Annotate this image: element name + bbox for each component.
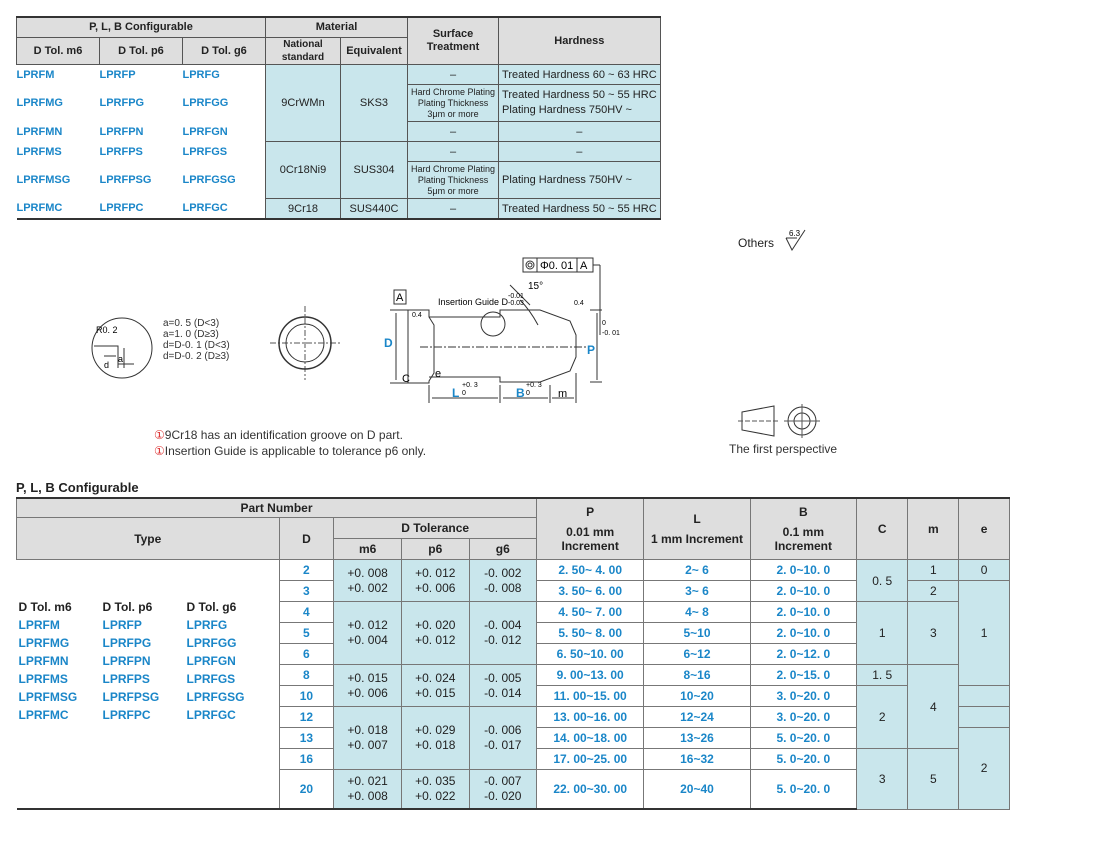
material-header: Material (266, 17, 408, 38)
d-value: 13 (279, 728, 334, 749)
national-standard-header: National standard (266, 38, 341, 65)
datum-ref: A (580, 260, 588, 272)
hardness: Treated Hardness 50 ~ 55 HRC Plating Hardness 750HV ~ (499, 85, 661, 122)
part-code: LPRFM (16, 68, 55, 81)
part-code: LPRFMC (17, 199, 100, 220)
b-range: 2. 0~12. 0 (750, 644, 856, 665)
d-value: 2 (279, 560, 334, 581)
l-range: 8~16 (644, 665, 750, 686)
dim-e-label: e (435, 368, 442, 380)
tol-p6: +0. 029 +0. 018 (401, 707, 469, 770)
part-code: LPRFGN (182, 125, 228, 138)
part-code: LPRFMS (16, 145, 62, 158)
l-range: 10~20 (644, 686, 750, 707)
m-value: 3 (908, 602, 959, 665)
p-range: 14. 00~18. 00 (537, 728, 644, 749)
b-tol-upper: +0. 3 (526, 382, 542, 389)
part-number-header: Part Number (17, 498, 537, 518)
b-range: 5. 0~20. 0 (750, 770, 856, 810)
pin-side-view-drawing (380, 255, 620, 410)
others-label: Others (738, 236, 775, 250)
roughness-small-1: 0.4 (412, 312, 422, 319)
drawing-notes (154, 427, 426, 459)
tol-header-g6: D Tol. g6 (183, 38, 266, 65)
l-range: 13~26 (644, 728, 750, 749)
surface-treatment: Hard Chrome Plating Plating Thickness 3μm or more (408, 85, 499, 122)
l-header: L 1 mm Increment (644, 498, 750, 560)
b-range: 5. 0~20. 0 (750, 749, 856, 770)
c-value: 1 (857, 602, 908, 665)
part-code: LPRFPSG (99, 174, 152, 186)
tol-header-p6: D Tol. p6 (100, 38, 183, 65)
b-header: B 0.1 mm Increment (750, 498, 856, 560)
tol-m6: +0. 012 +0. 004 (334, 602, 402, 665)
d-header: D (279, 518, 334, 560)
d-value: 4 (279, 602, 334, 623)
p-tol-upper: 0 (602, 320, 606, 327)
c-value: 3 (857, 749, 908, 810)
b-range: 2. 0~10. 0 (750, 581, 856, 602)
d-value: 16 (279, 749, 334, 770)
e-value: 1 (959, 581, 1010, 686)
surface-treatment: Hard Chrome Plating Plating Thickness 5μm or more (408, 162, 499, 199)
a-notes: a=0. 5 (D<3) a=1. 0 (D≥3) d=D-0. 1 (D<3) d=D-0. 2 (D≥3) (163, 318, 230, 362)
insertion-guide-lower: -0.03 (508, 300, 524, 307)
l-range: 12~24 (644, 707, 750, 728)
insertion-guide-upper: -0.01 (508, 293, 524, 300)
material-national: 9Cr18 (266, 199, 341, 220)
part-code: LPRFGG (182, 97, 229, 109)
equivalent-header: Equivalent (341, 38, 408, 65)
surface-treatment: – (408, 65, 499, 85)
l-range: 6~12 (644, 644, 750, 665)
surface-header: Surface Treatment (408, 17, 499, 65)
e-value: 0 (959, 560, 1010, 581)
c-header: C (857, 498, 908, 560)
tol-m6-header: m6 (334, 539, 402, 560)
part-code: LPRFMSG (16, 174, 71, 186)
a-label: a (118, 354, 124, 364)
d-value: 6 (279, 644, 334, 665)
m-value: 2 (908, 581, 959, 602)
tol-g6: -0. 004 -0. 012 (469, 602, 536, 665)
radius-label: R0. 2 (96, 325, 118, 335)
material-equivalent: SUS304 (341, 142, 408, 199)
tol-m6: +0. 008 +0. 002 (334, 560, 402, 602)
hardness: Plating Hardness 750HV ~ (499, 162, 661, 199)
dim-l-label: L (452, 386, 460, 400)
tol-m6: +0. 018 +0. 007 (334, 707, 402, 770)
dimension-table (16, 497, 1010, 810)
p-range: 3. 50~ 6. 00 (537, 581, 644, 602)
part-code: LPRFPN (99, 125, 144, 138)
part-code: LPRFGC (183, 199, 266, 220)
p-range: 11. 00~15. 00 (537, 686, 644, 707)
e-value-cont (959, 707, 1010, 728)
concentricity-value: Φ0. 01 (540, 260, 574, 272)
spec-row (17, 199, 661, 220)
l-range: 20~40 (644, 770, 750, 810)
surface-treatment: – (408, 199, 499, 220)
tol-m6: +0. 021 +0. 008 (334, 770, 402, 810)
note-item: ①Insertion Guide is applicable to tolerance p6 only. (154, 444, 427, 458)
tol-g6: -0. 007 -0. 020 (469, 770, 536, 810)
part-code: LPRFGS (182, 145, 228, 158)
p-range: 2. 50~ 4. 00 (537, 560, 644, 581)
material-national: 0Cr18Ni9 (266, 142, 341, 199)
datum-label: A (396, 292, 404, 304)
b-range: 3. 0~20. 0 (750, 686, 856, 707)
spec-group-header: P, L, B Configurable (17, 17, 266, 38)
l-range: 3~ 6 (644, 581, 750, 602)
surface-treatment: – (408, 122, 499, 142)
m-header: m (908, 498, 959, 560)
part-code: LPRFPG (99, 97, 145, 109)
end-view-drawing (270, 306, 340, 380)
tol-header-m6: D Tol. m6 (17, 38, 100, 65)
type-cell (17, 560, 280, 810)
part-code: LPRFGSG (182, 174, 236, 186)
l-tol-upper: +0. 3 (462, 382, 478, 389)
c-value: 0. 5 (857, 560, 908, 602)
p-range: 22. 00~30. 00 (537, 770, 644, 810)
spec-row (17, 65, 661, 85)
part-code: LPRFPC (100, 199, 183, 220)
first-angle-projection-icon (738, 404, 828, 440)
e-value-cont (959, 686, 1010, 707)
b-range: 2. 0~10. 0 (750, 602, 856, 623)
roughness-symbol-icon (783, 228, 813, 252)
tol-p6: +0. 035 +0. 022 (401, 770, 469, 810)
groove-detail-drawing (90, 316, 154, 380)
b-range: 2. 0~10. 0 (750, 560, 856, 581)
b-range: 3. 0~20. 0 (750, 707, 856, 728)
l-range: 16~32 (644, 749, 750, 770)
c-value: 1. 5 (857, 665, 908, 686)
tol-p6: +0. 012 +0. 006 (401, 560, 469, 602)
dim-p-label: P (587, 343, 596, 357)
p-range: 17. 00~25. 00 (537, 749, 644, 770)
l-range: 4~ 8 (644, 602, 750, 623)
e-header: e (959, 498, 1010, 560)
part-code: LPRFMG (16, 97, 63, 109)
b-range: 5. 0~20. 0 (750, 728, 856, 749)
material-national: 9CrWMn (266, 65, 341, 142)
d-value: 12 (279, 707, 334, 728)
hardness: Treated Hardness 50 ~ 55 HRC (499, 199, 661, 220)
l-range: 2~ 6 (644, 560, 750, 581)
m-value: 4 (908, 665, 959, 749)
table-row (17, 560, 1010, 581)
material-equivalent: SUS440C (341, 199, 408, 220)
l-tol-lower: 0 (462, 390, 466, 397)
c-value: 2 (857, 686, 908, 749)
d-label: d (104, 360, 110, 370)
dim-m-label: m (558, 388, 568, 400)
p-range: 4. 50~ 7. 00 (537, 602, 644, 623)
hardness: – (499, 142, 661, 162)
spec-table (16, 16, 661, 220)
p-range: 9. 00~13. 00 (537, 665, 644, 686)
p-header: P 0.01 mm Increment (537, 498, 644, 560)
b-range: 2. 0~10. 0 (750, 623, 856, 644)
note-item: ①9Cr18 has an identification groove on D part. (154, 428, 403, 442)
hardness: – (499, 122, 661, 142)
d-value: 3 (279, 581, 334, 602)
dim-d-label: D (384, 336, 393, 350)
part-code: LPRFP (99, 68, 136, 81)
part-code: LPRFG (182, 68, 220, 81)
p-tol-lower: -0. 01 (602, 330, 620, 337)
dim-c-label: C (402, 373, 410, 385)
part-code: LPRFMN (16, 125, 63, 138)
hardness-header: Hardness (499, 17, 661, 65)
b-range: 2. 0~15. 0 (750, 665, 856, 686)
tol-p6: +0. 020 +0. 012 (401, 602, 469, 665)
part-code: LPRFPS (99, 145, 143, 158)
type-list: D Tol. m6 D Tol. p6 D Tol. g6 LPRFM LPRFP LPRFG LPRFMG LPRFPG LPRFGG LPRFMN LPRFPN LPRFGN LPRFMS LPRFPS LPRFGS LPRFMSG LPRFPSG LPRFGSG LPRFMC LPRFPC LPRFGC (18, 600, 245, 722)
tol-g6-header: g6 (469, 539, 536, 560)
tol-p6-header: p6 (401, 539, 469, 560)
p-range: 13. 00~16. 00 (537, 707, 644, 728)
m-value: 5 (908, 749, 959, 810)
e-value: 2 (959, 728, 1010, 810)
d-value: 8 (279, 665, 334, 686)
roughness-small-2: 0.4 (574, 300, 584, 307)
insertion-guide-label: Insertion Guide D (438, 297, 509, 307)
tol-g6: -0. 005 -0. 014 (469, 665, 536, 707)
tol-p6: +0. 024 +0. 015 (401, 665, 469, 707)
spec-row (17, 142, 661, 162)
projection-label: The first perspective (729, 442, 838, 456)
d-tolerance-header: D Tolerance (334, 518, 537, 539)
d-value: 5 (279, 623, 334, 644)
tol-g6: -0. 002 -0. 008 (469, 560, 536, 602)
b-tol-lower: 0 (526, 390, 530, 397)
surface-treatment: – (408, 142, 499, 162)
d-value: 10 (279, 686, 334, 707)
material-equivalent: SKS3 (341, 65, 408, 142)
p-range: 5. 50~ 8. 00 (537, 623, 644, 644)
tol-g6: -0. 006 -0. 017 (469, 707, 536, 770)
tol-m6: +0. 015 +0. 006 (334, 665, 402, 707)
l-range: 5~10 (644, 623, 750, 644)
type-header: Type (17, 518, 280, 560)
dim-b-label: B (516, 386, 525, 400)
p-range: 6. 50~10. 00 (537, 644, 644, 665)
angle-label: 15° (528, 281, 544, 292)
d-value: 20 (279, 770, 334, 810)
svg-text:6.3: 6.3 (789, 229, 801, 238)
section-title: P, L, B Configurable (16, 480, 139, 495)
hardness: Treated Hardness 60 ~ 63 HRC (499, 65, 661, 85)
m-value: 1 (908, 560, 959, 581)
